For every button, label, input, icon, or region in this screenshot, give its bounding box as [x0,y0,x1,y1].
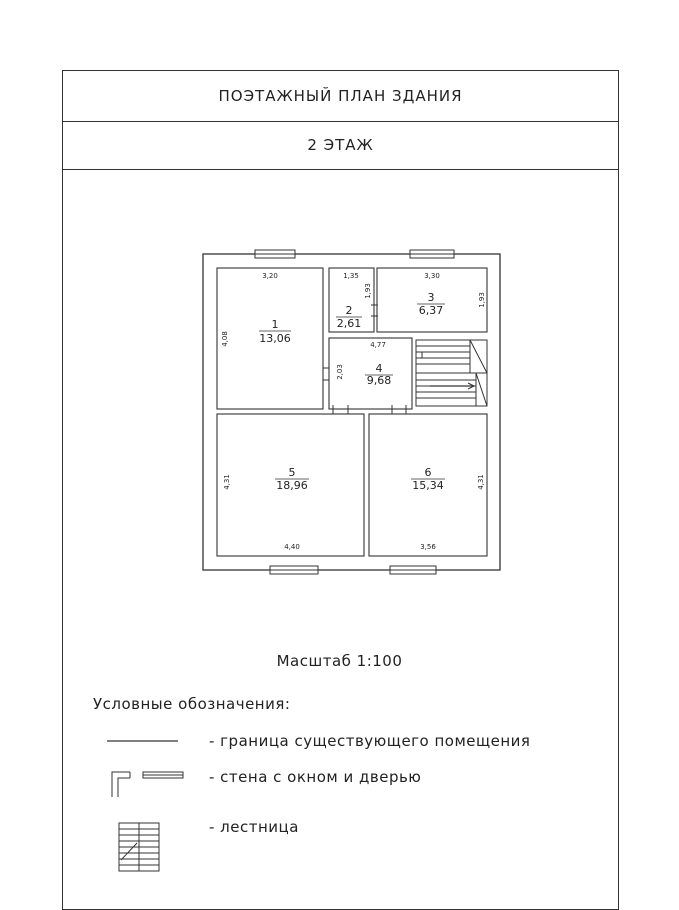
legend-stair-symbol [119,823,159,871]
legend-stair-text: - лестница [209,818,299,836]
legend-wall-symbol [112,772,183,797]
svg-text:18,96: 18,96 [276,479,308,492]
svg-text:15,34: 15,34 [412,479,444,492]
svg-text:13,06: 13,06 [259,332,291,345]
room-5-width-dim: 4,40 [284,543,300,551]
room-6-label [411,466,445,492]
scale-label: Масштаб 1:100 [276,652,403,670]
outer-wall-outline [203,254,500,570]
room-4-label [365,362,393,387]
legend-wall-text: - стена с окном и дверью [209,768,422,786]
window-bottom-right [390,566,436,574]
room-3-label [417,291,445,317]
svg-text:4: 4 [375,362,383,375]
room-1-height-dim: 4,08 [221,331,229,347]
svg-text:2,61: 2,61 [336,317,362,330]
room-2-height-dim: 1,93 [364,283,372,299]
legend-title: Условные обозначения: [93,695,291,713]
room-6-width-dim: 3,56 [420,543,436,551]
legend-boundary-text: - граница существующего помещения [209,732,531,750]
svg-text:1: 1 [271,318,279,331]
room-3-height-dim: 1,93 [478,292,486,308]
plan-title: ПОЭТАЖНЫЙ ПЛАН ЗДАНИЯ [63,71,618,122]
room-5-label [275,466,309,492]
window-bottom-left [270,566,318,574]
room-2-width-dim: 1,35 [343,272,359,280]
room-3-width-dim: 3,30 [424,272,440,280]
door-room-1 [323,368,329,380]
room-1-width-dim: 3,20 [262,272,278,280]
svg-text:9,68: 9,68 [366,374,392,387]
window-top-left [255,250,295,258]
svg-text:5: 5 [288,466,296,479]
room-4-height-dim: 2,03 [336,364,344,380]
room-5-height-dim: 4,31 [223,474,231,490]
room-1-label [259,318,291,345]
svg-text:6: 6 [424,466,432,479]
floor-label: 2 ЭТАЖ [63,121,618,170]
svg-text:2: 2 [345,304,353,317]
room-4-width-dim: 4,77 [370,341,386,349]
window-top-right [410,250,454,258]
svg-text:3: 3 [427,291,435,304]
room-2-label [336,304,362,330]
svg-text:6,37: 6,37 [418,304,444,317]
room-6-height-dim: 4,31 [477,474,485,490]
staircase [416,340,487,406]
